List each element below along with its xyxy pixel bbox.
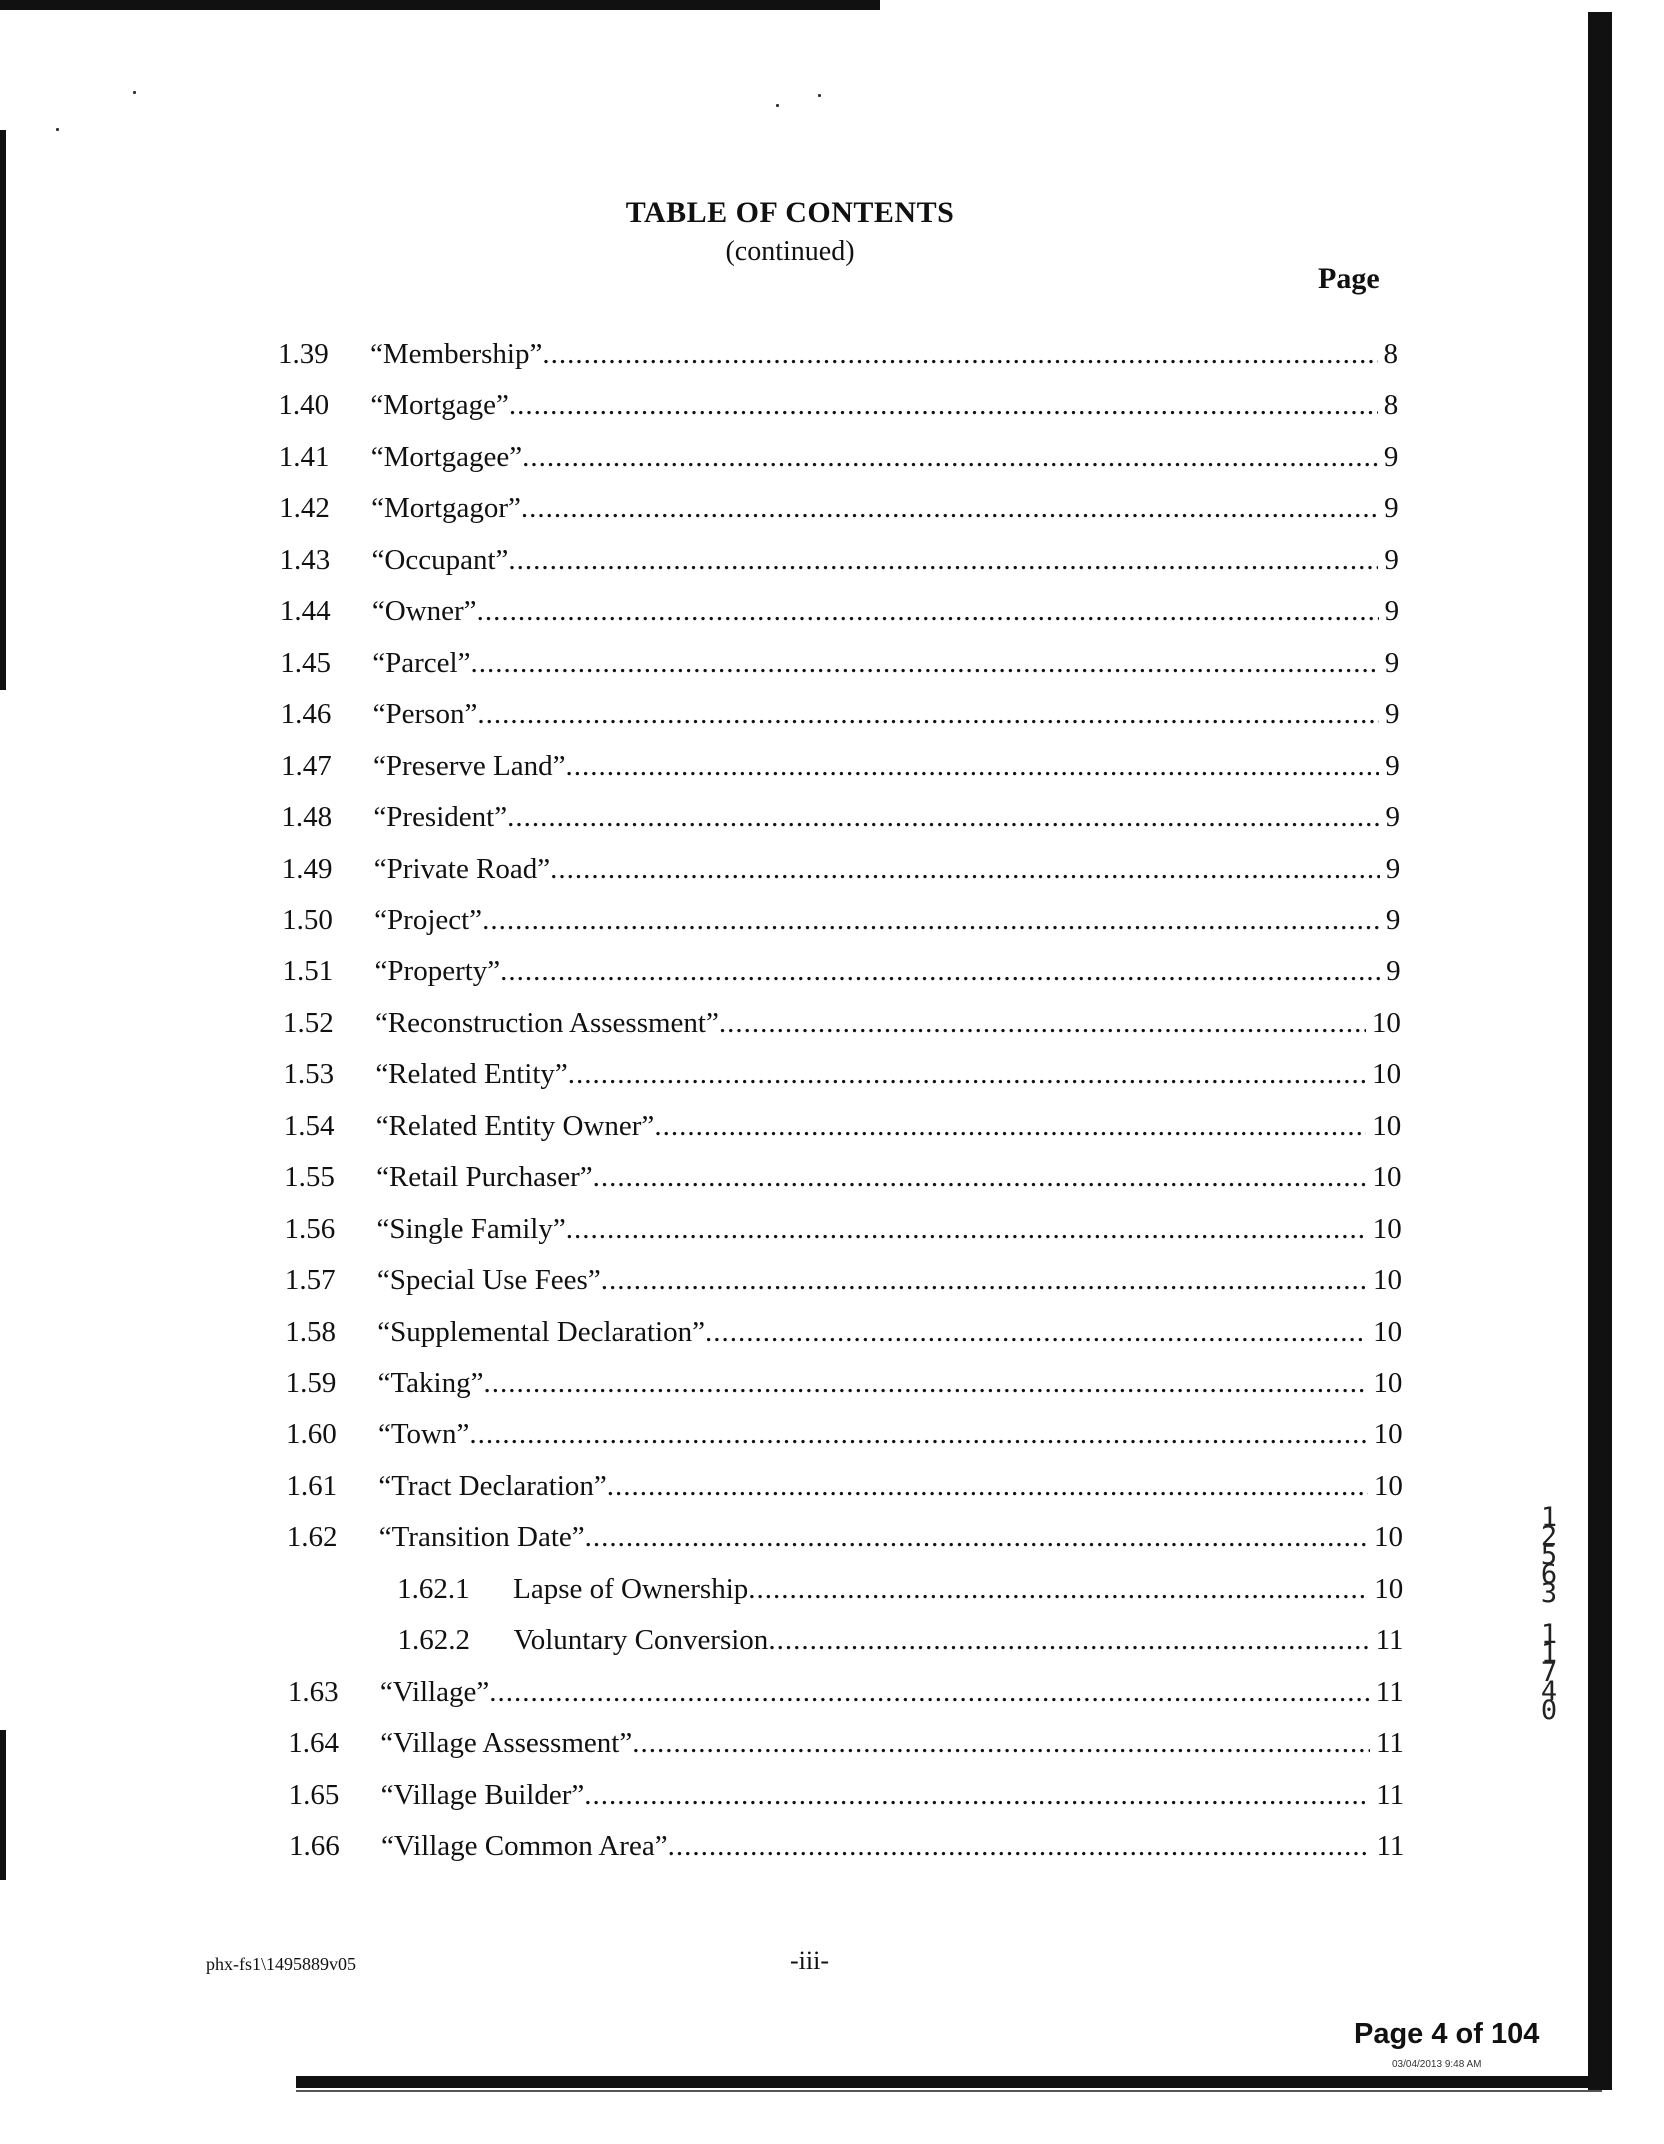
toc-leader-dots bbox=[507, 797, 1379, 837]
scan-border-bottom bbox=[296, 2076, 1602, 2088]
side-stamp bbox=[1538, 1502, 1560, 1726]
toc-leader-dots bbox=[654, 1106, 1366, 1146]
page-number-roman: -iii- bbox=[790, 1946, 829, 1975]
toc-entry-page: 11 bbox=[1375, 1727, 1404, 1760]
print-stamp: 03/04/2013 9:48 AM bbox=[1392, 2059, 1482, 2070]
toc-entry bbox=[284, 1106, 1402, 1146]
toc-leader-dots bbox=[748, 1569, 1368, 1609]
toc-entry bbox=[280, 643, 1399, 683]
toc-entry-page: 10 bbox=[1372, 1058, 1402, 1091]
toc-entry-page: 9 bbox=[1384, 492, 1399, 525]
toc-entry-page: 9 bbox=[1384, 646, 1400, 679]
toc-leader-dots bbox=[568, 1054, 1366, 1094]
toc-entry-title: “Preserve Land” bbox=[373, 746, 565, 786]
toc-entry-page: 10 bbox=[1373, 1469, 1403, 1502]
toc-entry-number: 1.59 bbox=[285, 1367, 337, 1399]
scan-speck bbox=[133, 91, 136, 94]
toc-entry-page: 10 bbox=[1372, 1264, 1402, 1297]
toc-entry-page: 10 bbox=[1371, 1006, 1401, 1039]
toc-entry-title: “Parcel” bbox=[372, 643, 470, 683]
toc-entry-title: “Taking” bbox=[378, 1363, 484, 1403]
toc-entry-title: “Special Use Fees” bbox=[377, 1260, 601, 1300]
toc-entry-title: “Owner” bbox=[372, 591, 477, 631]
toc-leader-dots bbox=[470, 643, 1378, 683]
toc-entry-number: 1.65 bbox=[288, 1778, 340, 1811]
toc-entry-title: Voluntary Conversion bbox=[514, 1620, 769, 1660]
toc-entry-page: 10 bbox=[1373, 1418, 1403, 1451]
scan-speck bbox=[818, 94, 821, 97]
toc-entry-title: “Related Entity” bbox=[375, 1054, 567, 1094]
toc-leader-dots bbox=[584, 1775, 1370, 1815]
toc-subentry bbox=[288, 1620, 1404, 1660]
toc-leader-dots bbox=[489, 1672, 1370, 1712]
toc-entry-title: “Tract Declaration” bbox=[378, 1466, 606, 1506]
toc-title: TABLE OF CONTENTS bbox=[625, 196, 955, 229]
toc-entry-number: 1.44 bbox=[279, 595, 331, 628]
toc-entry bbox=[286, 1414, 1403, 1454]
toc-entry-number: 1.57 bbox=[284, 1264, 336, 1297]
scan-speck bbox=[56, 128, 59, 131]
toc-entry-number: 1.41 bbox=[278, 440, 330, 473]
toc-entry-page: 11 bbox=[1375, 1675, 1404, 1708]
toc-entry-title: “Occupant” bbox=[372, 540, 509, 580]
toc-entry-number: 1.43 bbox=[279, 543, 331, 576]
toc-entry-number: 1.53 bbox=[283, 1058, 335, 1091]
toc-entry-page: 10 bbox=[1372, 1161, 1402, 1194]
side-stamp-top: 12563 bbox=[1540, 1502, 1558, 1609]
toc-leader-dots bbox=[482, 900, 1380, 940]
toc-leader-dots bbox=[593, 1157, 1367, 1197]
toc-entry-page: 9 bbox=[1386, 955, 1401, 988]
page-of-total: Page 4 of 104 bbox=[1354, 2018, 1540, 2050]
toc-entry-number: 1.50 bbox=[282, 903, 333, 936]
toc-entry bbox=[285, 1312, 1402, 1352]
toc-entry-page: 9 bbox=[1383, 440, 1399, 473]
toc-entry bbox=[283, 1003, 1401, 1043]
toc-entry-page: 11 bbox=[1376, 1830, 1405, 1863]
scan-border-bottom-line bbox=[296, 2090, 1602, 2092]
toc-subentry bbox=[287, 1569, 1403, 1609]
toc-entry-page: 9 bbox=[1385, 698, 1400, 731]
document-id: phx-fs1\1495889v05 bbox=[206, 1954, 356, 1974]
toc-leader-dots bbox=[500, 951, 1380, 991]
toc-entry-number: 1.60 bbox=[285, 1418, 337, 1451]
toc-entry bbox=[283, 1054, 1401, 1094]
toc-entry-page: 8 bbox=[1383, 389, 1399, 422]
toc-entry-page: 10 bbox=[1373, 1315, 1403, 1348]
toc-entry bbox=[282, 900, 1400, 940]
toc-entry bbox=[286, 1466, 1402, 1506]
toc-leader-dots bbox=[522, 437, 1378, 477]
toc-entry-title: “Supplemental Declaration” bbox=[377, 1312, 705, 1352]
toc-entry-title: “Village Assessment” bbox=[380, 1723, 632, 1763]
toc-entry-title: “President” bbox=[373, 797, 507, 837]
toc-entry-title: “Membership” bbox=[370, 334, 542, 374]
toc-leader-dots bbox=[632, 1723, 1370, 1763]
toc-leader-dots bbox=[768, 1620, 1369, 1660]
toc-leader-dots bbox=[477, 694, 1379, 734]
toc-entry-number: 1.47 bbox=[281, 749, 332, 782]
toc-entry-page: 10 bbox=[1372, 1212, 1402, 1245]
toc-entry-title: “Person” bbox=[373, 694, 478, 734]
toc-entry bbox=[281, 694, 1400, 734]
page-column-header: Page bbox=[1318, 262, 1380, 295]
toc-entry-number: 1.46 bbox=[280, 698, 332, 731]
toc-leader-dots bbox=[607, 1466, 1368, 1506]
toc-entry-number: 1.39 bbox=[278, 338, 329, 370]
toc-entry-title: Lapse of Ownership bbox=[513, 1569, 748, 1609]
toc-leader-dots bbox=[542, 334, 1377, 374]
toc-entry-number: 1.42 bbox=[279, 492, 330, 525]
toc-entry bbox=[279, 437, 1399, 477]
toc-leader-dots bbox=[483, 1363, 1367, 1403]
toc-entry-number: 1.56 bbox=[284, 1212, 336, 1245]
toc-leader-dots bbox=[521, 488, 1378, 528]
side-stamp-bottom: 11740 bbox=[1540, 1619, 1558, 1726]
toc-leader-dots bbox=[705, 1312, 1367, 1352]
toc-entry-page: 9 bbox=[1385, 749, 1400, 782]
toc-entry bbox=[283, 951, 1401, 991]
toc-entry-page: 9 bbox=[1385, 801, 1400, 834]
toc-entry-title: “Transition Date” bbox=[379, 1517, 585, 1557]
toc-entry-number: 1.62.1 bbox=[397, 1572, 470, 1605]
toc-entry bbox=[288, 1723, 1404, 1763]
toc-entry bbox=[288, 1672, 1404, 1712]
toc-entry-page: 9 bbox=[1385, 852, 1401, 885]
toc-entry-title: “Related Entity Owner” bbox=[376, 1106, 655, 1146]
toc-leader-dots bbox=[566, 1209, 1367, 1249]
toc-entry bbox=[279, 488, 1399, 528]
scan-speck bbox=[776, 104, 779, 107]
toc-entry bbox=[289, 1775, 1405, 1815]
toc-entry-title: “Retail Purchaser” bbox=[376, 1157, 593, 1197]
toc-entry bbox=[280, 591, 1399, 631]
toc-leader-dots bbox=[509, 385, 1378, 425]
toc-entry bbox=[284, 1209, 1401, 1249]
toc-entry-title: “Project” bbox=[374, 900, 482, 940]
scan-border-right bbox=[1588, 12, 1612, 2090]
toc-entry bbox=[281, 746, 1400, 786]
toc-entry-page: 10 bbox=[1372, 1109, 1402, 1142]
toc-entry-page: 10 bbox=[1374, 1521, 1404, 1554]
toc-entry-number: 1.62.2 bbox=[397, 1624, 470, 1657]
toc-leader-dots bbox=[469, 1414, 1367, 1454]
toc-entry bbox=[286, 1363, 1403, 1403]
toc-entry bbox=[282, 849, 1400, 889]
toc-entry-page: 11 bbox=[1375, 1624, 1404, 1657]
toc-leader-dots bbox=[477, 591, 1379, 631]
scan-border-left-lower bbox=[0, 1730, 6, 1880]
toc-entry bbox=[278, 334, 1398, 374]
toc-entry-title: “Property” bbox=[375, 951, 501, 991]
toc-leader-dots bbox=[601, 1260, 1367, 1300]
toc-entry-page: 9 bbox=[1384, 543, 1399, 576]
toc-entry bbox=[284, 1157, 1401, 1197]
toc-entry-page: 9 bbox=[1384, 595, 1400, 628]
toc-entry-number: 1.54 bbox=[283, 1109, 335, 1142]
toc-entry-number: 1.63 bbox=[287, 1675, 339, 1708]
toc-entry-number: 1.48 bbox=[281, 801, 333, 834]
toc-entry-number: 1.45 bbox=[280, 646, 332, 679]
toc-entry-number: 1.62 bbox=[286, 1521, 338, 1554]
toc-entry bbox=[289, 1826, 1404, 1866]
toc-leader-dots bbox=[550, 849, 1380, 889]
toc-entry-title: “Mortgage” bbox=[370, 385, 509, 425]
toc-entry-title: “Village” bbox=[380, 1672, 489, 1712]
toc-leader-dots bbox=[719, 1003, 1366, 1043]
toc-leader-dots bbox=[668, 1826, 1371, 1866]
toc-entry-title: “Private Road” bbox=[374, 849, 550, 889]
toc-entry-title: “Town” bbox=[378, 1414, 469, 1454]
toc-subtitle: (continued) bbox=[725, 236, 855, 267]
toc-entry-number: 1.61 bbox=[286, 1469, 338, 1502]
toc-entry bbox=[280, 540, 1399, 580]
toc-entry bbox=[285, 1260, 1402, 1300]
scan-border-top bbox=[0, 0, 880, 10]
toc-entry bbox=[287, 1517, 1403, 1557]
toc-entry bbox=[281, 797, 1400, 837]
toc-leader-dots bbox=[565, 746, 1379, 786]
toc-entry-page: 11 bbox=[1376, 1778, 1405, 1811]
toc-entry-number: 1.58 bbox=[285, 1315, 336, 1348]
toc-entry-title: “Reconstruction Assessment” bbox=[375, 1003, 719, 1043]
toc-entry-number: 1.51 bbox=[282, 955, 334, 988]
toc-entry-title: “Village Common Area” bbox=[381, 1826, 668, 1866]
toc-entry-number: 1.55 bbox=[284, 1161, 335, 1194]
toc-entry-number: 1.64 bbox=[288, 1727, 339, 1760]
toc-entry-number: 1.52 bbox=[282, 1006, 334, 1039]
toc-entry-page: 9 bbox=[1385, 903, 1401, 936]
toc-entry-page: 10 bbox=[1373, 1367, 1403, 1399]
toc-entry-page: 10 bbox=[1374, 1572, 1404, 1605]
toc-entry-number: 1.40 bbox=[278, 389, 330, 422]
toc-entry-title: “Single Family” bbox=[376, 1209, 565, 1249]
toc-entry-number: 1.49 bbox=[281, 852, 333, 885]
toc-entry-title: “Village Builder” bbox=[381, 1775, 585, 1815]
toc-entry-title: “Mortgagor” bbox=[371, 488, 521, 528]
toc-leader-dots bbox=[508, 540, 1378, 580]
toc-entry-page: 8 bbox=[1383, 338, 1398, 370]
toc-leader-dots bbox=[585, 1517, 1368, 1557]
toc-entry bbox=[278, 385, 1398, 425]
toc-entry-title: “Mortgagee” bbox=[371, 437, 522, 477]
toc-entry-number: 1.66 bbox=[289, 1830, 340, 1863]
